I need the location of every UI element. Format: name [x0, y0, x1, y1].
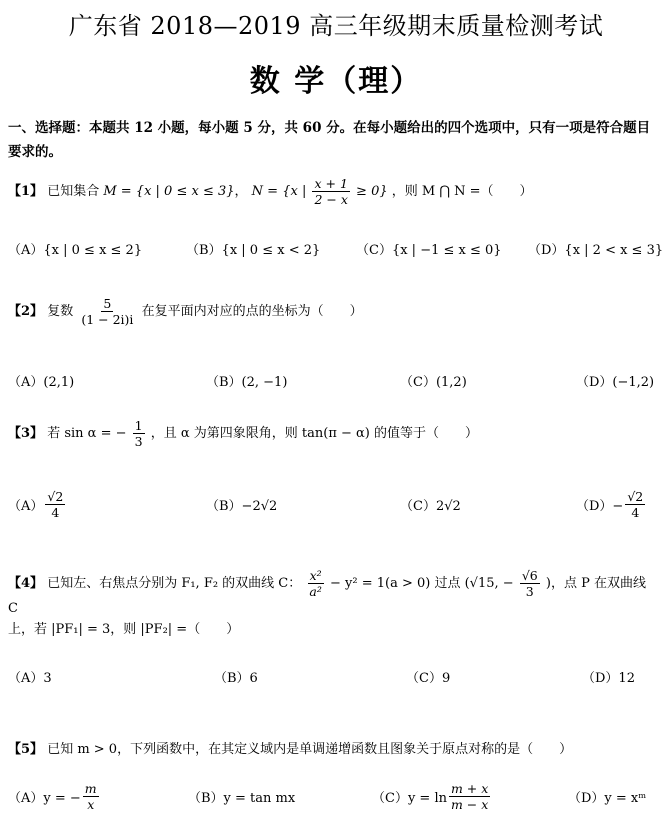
option-d: （D）12: [582, 670, 635, 686]
exam-subtitle: 数 学（理）: [249, 64, 423, 99]
point-fraction: [520, 568, 540, 599]
option-fraction: [625, 489, 645, 520]
option-c: [372, 776, 492, 816]
question-number: 【5】: [8, 742, 44, 757]
fraction-denominator: 4: [51, 504, 60, 520]
option-fraction: [45, 489, 65, 520]
question-3: [8, 418, 658, 449]
fraction-numerator: 5: [103, 296, 112, 311]
question-text: 已知集合: [47, 184, 100, 199]
fraction-numerator: x + 1: [314, 176, 348, 191]
option-label: （A）y = −: [8, 790, 81, 806]
option-label: （D）−: [576, 498, 624, 514]
question-suffix: ，且 α 为第四象限角，则 tan(π − α) 的值等于（ ）: [150, 426, 478, 441]
set-n-post: ≥ 0}: [356, 184, 388, 199]
fraction-denominator: m − x: [450, 796, 489, 812]
fraction-denominator: (1 − 2i)i: [81, 312, 134, 327]
option-label: （A）: [8, 498, 44, 514]
fraction-denominator: 3: [134, 434, 143, 449]
fraction-numerator: √2: [627, 488, 644, 504]
question-4: [8, 568, 658, 619]
hyperbola-fraction: [307, 568, 323, 599]
fraction-numerator: m: [84, 780, 97, 796]
option-a: [8, 484, 67, 524]
fraction-numerator: m + x: [450, 780, 489, 796]
option-a: （A）{x | 0 ≤ x ≤ 2}: [8, 242, 143, 258]
sine-fraction: [133, 418, 145, 449]
question-number: 【3】: [8, 426, 44, 441]
question-suffix: ，则 M ⋂ N =（ ）: [391, 184, 533, 199]
set-n-fraction: [312, 176, 349, 207]
options-row: [8, 228, 664, 268]
complex-fraction: [79, 296, 135, 327]
question-suffix: )，点 P 在双曲线 C: [8, 576, 646, 616]
question-number: 【4】: [8, 576, 44, 591]
option-c: （C）2√2: [400, 498, 461, 514]
option-b: （B）(2, −1): [206, 374, 288, 390]
fraction-numerator: x²: [309, 568, 322, 583]
option-d: （D）{x | 2 < x ≤ 3}: [528, 242, 664, 258]
question-suffix: 在复平面内对应的点的坐标为（ ）: [141, 304, 363, 319]
option-a: （A）3: [8, 670, 52, 686]
option-b: （B）−2√2: [206, 498, 278, 514]
question-text: 已知左、右焦点分别为 F₁, F₂ 的双曲线 C：: [47, 576, 302, 591]
fraction-numerator: 1: [134, 418, 143, 433]
fraction-denominator: 2 − x: [314, 192, 348, 207]
option-d: （D）(−1,2): [576, 374, 655, 390]
option-a: （A）(2,1): [8, 374, 75, 390]
option-c: （C）(1,2): [400, 374, 467, 390]
question-number: 【1】: [8, 184, 44, 199]
fraction-denominator: 3: [525, 584, 534, 599]
option-d: （D）y = xᵐ: [568, 790, 647, 806]
fraction-denominator: a²: [309, 584, 322, 599]
set-m: M = {x | 0 ≤ x ≤ 3}: [103, 184, 235, 199]
option-c: （C）{x | −1 ≤ x ≤ 0}: [356, 242, 502, 258]
option-b: （B）6: [214, 670, 258, 686]
option-a: [8, 776, 101, 816]
fraction-denominator: 4: [631, 504, 640, 520]
option-d: [576, 484, 647, 524]
options-row: [8, 484, 658, 524]
question-2: [8, 296, 658, 327]
question-text: 若 sin α = −: [47, 426, 127, 441]
option-c: （C）9: [406, 670, 451, 686]
question-text: 已知 m > 0，下列函数中，在其定义域内是单调递增函数且图象关于原点对称的是（ ）: [47, 742, 573, 757]
set-n-pre: N = {x |: [251, 184, 307, 199]
options-row: [8, 656, 658, 696]
options-row: [8, 776, 658, 816]
fraction-numerator: √6: [521, 568, 538, 583]
question-5: [8, 740, 658, 760]
question-mid: − y² = 1(a > 0) 过点 (√15, −: [330, 576, 514, 591]
question-1: 【1】 已知集合 M = {x | 0 ≤ x ≤ 3}， N = {x | $\frac{x + 1}{2 - x}$ ≥ 0} ，则 M ⋂ N =（ ）: [8, 176, 533, 207]
fraction-numerator: √2: [47, 488, 64, 504]
question-number: 【2】: [8, 304, 44, 319]
option-b: （B）{x | 0 ≤ x < 2}: [186, 242, 321, 258]
section-instructions: 一、选择题：本题共 12 小题，每小题 5 分，共 60 分。在每小题给出的四个选项中，只有一项是符合题目要求的。: [8, 120, 651, 160]
options-row: [8, 360, 658, 400]
option-fraction: [449, 781, 490, 812]
fraction-denominator: x: [87, 796, 95, 812]
option-label: （C）y = ln: [372, 790, 447, 806]
question-4-line2: 上，若 |PF₁| = 3，则 |PF₂| =（ ）: [8, 622, 240, 637]
option-fraction: [83, 781, 99, 812]
option-b: （B）y = tan mx: [188, 790, 296, 806]
question-text: 复数: [47, 304, 74, 319]
exam-title: 广东省 2018—2019 高三年级期末质量检测考试: [68, 12, 604, 40]
